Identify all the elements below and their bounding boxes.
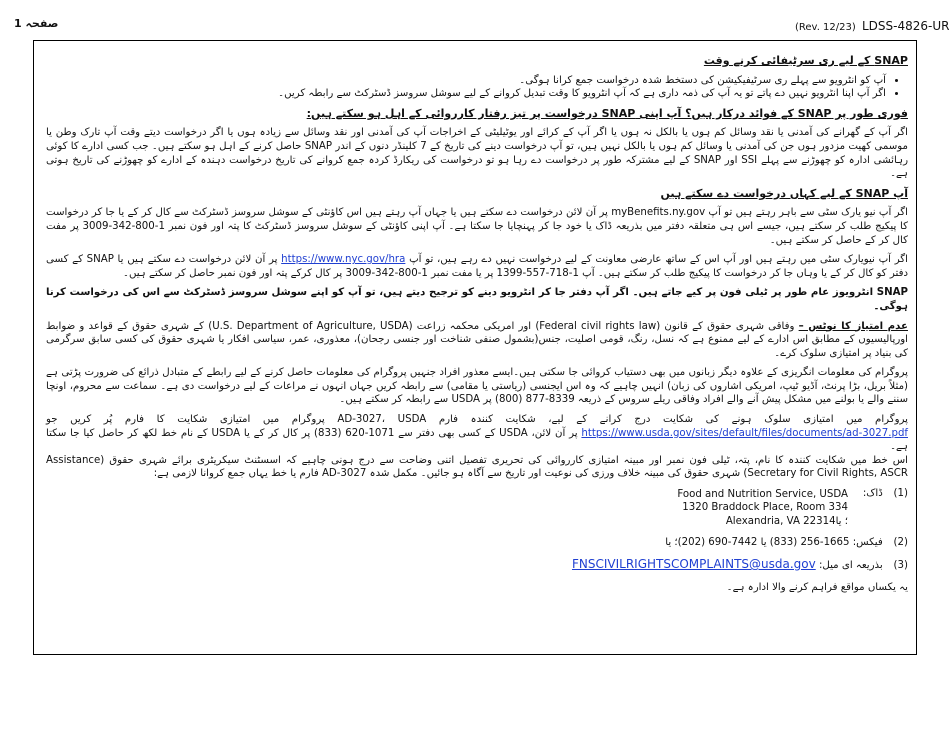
notice-content (46, 50, 908, 600)
complaint-email-link[interactable]: FNSCIVILRIGHTSCOMPLAINTS@usda.gov (571, 557, 816, 571)
email-label: بذریعہ ای میل: (815, 560, 883, 571)
outside-nyc-paragraph: اگر آپ نیو یارک سٹی سے باہر رہتے ہیں تو آپ myBenefits.ny.gov پر آن لائن درخواست دے سکتے ہیں یا جہاں آپ رہتے ہیں اس کاؤنٹی کے سوشل سروسز ڈسٹرکٹ سے کال کر کے یا جا کر درخواست کا پیکیج طلب کر سکتے ہیں، جیسے اس ہی متعلقہ دفتر میں بذریعہ ڈاک یا خود جا کر پہنچایا جا سکتا ہے۔ آپ اپنی کاؤنٹی کے سوشل سروسز ڈسٹرکٹ کا پتہ اور فون نمبر 1-800-342-3009 پر مفت کال کر کے حاصل کر سکتے ہیں۔ (46, 207, 909, 246)
complaint-text-b: پر آن لائن، USDA کے کسی بھی دفتر سے 1071-620 (833) پر کال کر کے یا USDA کے نام خط لکھ کر حاصل کیا جا سکتا ہے۔ (46, 427, 908, 453)
complaint-paragraph (46, 413, 908, 454)
expedited-body: اگر آپ کے گھرانے کی آمدنی یا نقد وسائل کم ہوں یا بالکل نہ ہوں یا اگر آپ کے کرائے اور یوٹیلیٹی کے اخراجات آپ کی آمدنی اور نقد وسائل سے زیادہ ہوں یا اگر درخواست دیتے وقت آپ تارک وطن یا موسمی کھیت مزدور ہوں جن کی آمدنی یا وسائل کم ہوں یا بالکل نہیں ہیں، تو آپ درخواست دینے کی تاریخ کے 7 کلینڈر دنوں کے اندر SNAP حاصل کرنے کے اہل ہو سکتے ہیں۔ جب کسی ادارے کا کوئی رہائشی ادارہ کو چھوڑنے سے پہلے SSI اور SNAP کے لیے مشترکہ طور پر درخواست دے رہا ہو تو درخواست کی ریکارڈ کردہ جمع کروانے کی تاریخ درخواست دہندہ کے ادارے کو چھوڑنے کی تاریخ ہوتی ہے۔ (46, 127, 909, 180)
nondiscrimination-text: وفاقی شہری حقوق کے قانون (Federal civil rights law) اور امریکی محکمہ زراعت (U.S. Department of Agriculture, USDA) کے شہری حقوق کے قواعد و ضوابط اورپالیسیوں کے مطابق اس ادارے کے لیے ممنوع ہے کہ نسل، رنگ، قومی اصلیت، جنس(بشمول صنفی شناخت اور جنسی رجحان)، معذوری، عمر، سیاسی افکار یا شہری حقوق کی کسی سابق سرگرمی کی بنیاد پر امتیازی سلوک کرے۔ (46, 320, 908, 359)
revision-date: (Rev. 12/23) (795, 22, 856, 33)
equal-opportunity-statement: یہ یکساں مواقع فراہم کرنے والا ادارہ ہے۔ (726, 581, 908, 593)
list-item: • اگر آپ اپنا انٹرویو نہیں دے پاتے تو یہ آپ کی ذمہ داری ہے کہ آپ انٹرویو کا وقت تبدیل کروانے کے لیے سوشل سروسز ڈسٹرکٹ سے رابطہ کریں۔ (46, 87, 886, 101)
fax-text: فیکس: 1665-256 (833) یا 7442-690 (202)؛ یا (665, 537, 883, 549)
letter-requirements-paragraph: اس خط میں شکایت کنندہ کا نام، پتہ، ٹیلی فون نمبر اور مبینہ امتیازی کارروائی کی تحریری تفصیل اتنی وضاحت سے درج ہونی چاہیے کہ اسسٹنٹ سیکریٹری برائے شہری حقوق (Assistance Secretary for Civil Rights, ASCR) شہری حقوق کی مبینہ خلاف ورزی کی نوعیت اور تاریخ سے آگاہ ہو جائیں۔ مکمل شدہ AD-3027 فارم یا خط یہاں جمع کروانا لازمی ہے: (46, 454, 908, 480)
language-paragraph: پروگرام کی معلومات انگریزی کے علاوہ دیگر زبانوں میں بھی دستیاب کروائی جا سکتی ہیں۔ایسے معذور افراد جنہیں پروگرام کی معلومات حاصل کرنے کے لیے رابطے کے متبادل ذرائع کی ضرورت پڑتی ہے (مثلاً بریل، بڑا پرنٹ، آڈیو ٹیپ، امریکی اشاروں کی زبان) انہیں چاہیے کہ وہ اس ایجنسی (ریاستی یا مقامی) سے رابطہ کریں جہاں انہوں نے مراعات کے لیے درخواست دی ہے۔ سماعت سے محروم، اونچا سننے والے یا بولنے میں مشکل پیش آنے والے افراد وفاقی ریلے سروس کے ذریعہ 8339-877 (800) پر USDA سے رابطہ کر سکتے ہیں۔ (46, 367, 908, 406)
option-number: (3) (893, 560, 908, 571)
recertify-list (46, 74, 908, 101)
nondiscrimination-label: عدم امتیاز کا نوٹس – (798, 320, 908, 332)
mail-label: ڈاک: (862, 488, 883, 500)
fax-option (46, 536, 908, 550)
expedited-heading: فوری طور پر SNAP کے فوائد درکار ہیں؟ آپ اپنی SNAP درخواست پر تیز رفتار کارروائی کے اہل ہو سکتے ہیں: (306, 106, 908, 120)
address-line: Food and Nutrition Service, USDA (677, 488, 848, 500)
nyc-hra-link[interactable]: https://www.nyc.gov/hra (281, 254, 406, 266)
nyc-paragraph (46, 253, 908, 280)
nondiscrimination-paragraph (46, 320, 908, 361)
nyc-text-a: اگر آپ نیویارک سٹی میں رہتے ہیں اور آپ اس کے ساتھ عارضی معاونت کے لیے درخواست نہیں دے رہے ہیں، تو آپ (405, 254, 908, 266)
mail-option (46, 487, 908, 528)
email-option (46, 558, 908, 573)
option-number: (1) (893, 488, 908, 500)
complaint-text-a: پروگرام میں امتیازی سلوک ہونے کی شکایت درج کرانے کے لیے، شکایت کنندہ فارم AD-3027، USDA پروگرام میں امتیازی شکایت کا فارم پُر کریں جو (46, 414, 909, 426)
recertify-heading: SNAP کے لیے ری سرٹیفائی کرنے وقت (703, 54, 908, 67)
ad3027-link[interactable]: https://www.usda.gov/sites/default/files/documents/ad-3027.pdf (581, 427, 908, 439)
form-id (795, 19, 949, 33)
nyc-text-b: پر آن لائن درخواست دے سکتے ہیں یا SNAP کے کسی دفتر کو کال کر کے یا وہاں جا کر درخواست کا پیکیج طلب کر سکتے ہیں۔ آپ 1-718-557-1399 پر یا مفت نمبر 1-800-342-3009 پر کال کرکے پتہ اور فون نمبر حاصل کر سکتے ہیں۔ (46, 254, 908, 279)
interview-paragraph: SNAP انٹرویوز عام طور پر ٹیلی فون پر کیے جاتے ہیں۔ اگر آپ دفتر جا کر انٹرویو دینے کو ترجیح دیتے ہیں، تو آپ کو اپنے سوشل سروسز ڈسٹرکٹ سے اس کی درخواست کرنا ہوگی۔ (46, 287, 908, 312)
page-number: صفحہ 1 (14, 17, 59, 30)
address-line: 1320 Braddock Place, Room 334 (682, 502, 848, 514)
where-apply-heading: آپ SNAP کے لیے کہاں درخواست دے سکتے ہیں (660, 186, 908, 200)
form-code: LDSS-4826-UR (861, 19, 950, 33)
address-line: Alexandria, VA 22314؛ یا (725, 515, 848, 527)
mailing-address (46, 488, 908, 529)
list-item: • آپ کو انٹرویو سے پہلے ری سرٹیفیکیشن کی دستخط شدہ درخواست جمع کرانا ہوگی۔ (46, 74, 886, 88)
option-number: (2) (893, 537, 908, 549)
